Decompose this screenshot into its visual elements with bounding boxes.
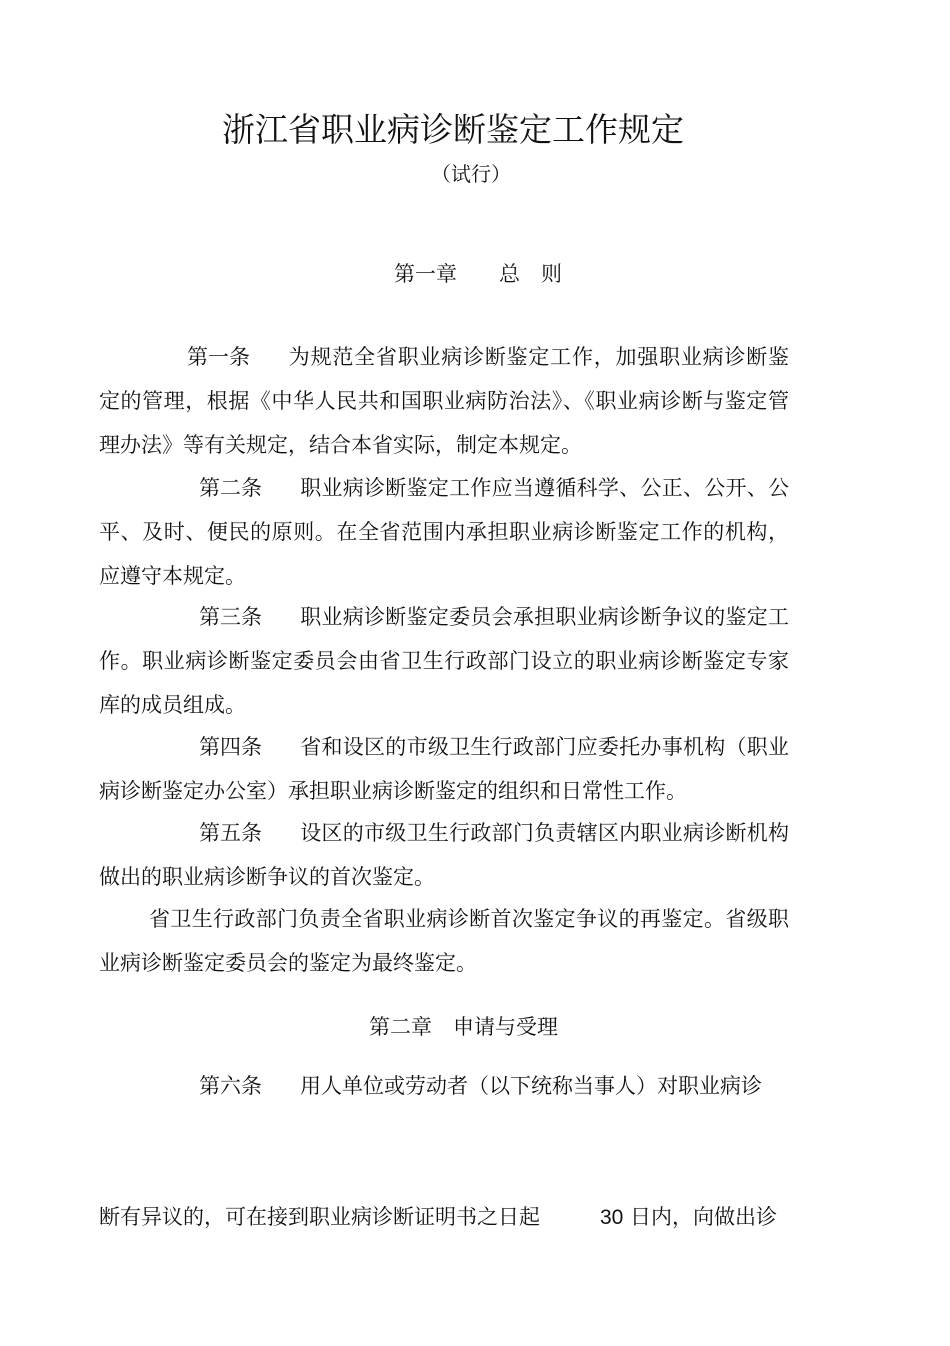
article-1 — [99, 335, 789, 467]
article-6 — [99, 1064, 789, 1108]
day-count: 30 — [600, 1206, 624, 1229]
article-text: 为规范全省职业病诊断鉴定工作，加强职业病诊断鉴定的管理，根据《中华人民共和国职业病防治法》、《职业病诊断与鉴定管理办法》等有关规定，结合本省实际，制定本规定。 — [99, 345, 789, 457]
document-title: 浙江省职业病诊断鉴定工作规定 — [222, 110, 684, 149]
article-label: 第五条 — [199, 821, 262, 845]
article-text: 职业病诊断鉴定委员会承担职业病诊断争议的鉴定工作。职业病诊断鉴定委员会由省卫生行政部门设立的职业病诊断鉴定专家库的成员组成。 — [99, 605, 789, 717]
document-subtitle: （试行） — [431, 162, 511, 186]
continuation-text-after: 日内，向做出诊 — [630, 1205, 778, 1229]
article-5 — [99, 811, 789, 899]
article-4 — [99, 725, 789, 813]
article-label: 第二条 — [199, 476, 262, 500]
continuation-line — [99, 1195, 777, 1240]
continuation-text-before: 断有异议的，可在接到职业病诊断证明书之日起 — [99, 1205, 540, 1229]
article-label: 第六条 — [199, 1074, 262, 1098]
article-5-paragraph-2: 省卫生行政部门负责全省职业病诊断首次鉴定争议的再鉴定。省级职业病诊断鉴定委员会的鉴定为最终鉴定。 — [99, 907, 789, 975]
chapter-heading-1: 第一章 总 则 — [394, 262, 562, 286]
article-label: 第四条 — [199, 735, 262, 759]
article-3 — [99, 595, 789, 727]
article-text: 设区的市级卫生行政部门负责辖区内职业病诊断机构做出的职业病诊断争议的首次鉴定。 — [99, 821, 789, 889]
article-text: 职业病诊断鉴定工作应当遵循科学、公正、公开、公平、及时、便民的原则。在全省范围内承担职业病诊断鉴定工作的机构，应遵守本规定。 — [99, 476, 789, 588]
article-2 — [99, 466, 789, 598]
article-text: 省和设区的市级卫生行政部门应委托办事机构（职业病诊断鉴定办公室）承担职业病诊断鉴定的组织和日常性工作。 — [99, 735, 789, 803]
article-label: 第一条 — [187, 345, 250, 369]
article-text: 用人单位或劳动者（以下统称当事人）对职业病诊 — [300, 1074, 762, 1098]
article-label: 第三条 — [199, 605, 262, 629]
chapter-heading-2: 第二章 申请与受理 — [369, 1015, 558, 1039]
